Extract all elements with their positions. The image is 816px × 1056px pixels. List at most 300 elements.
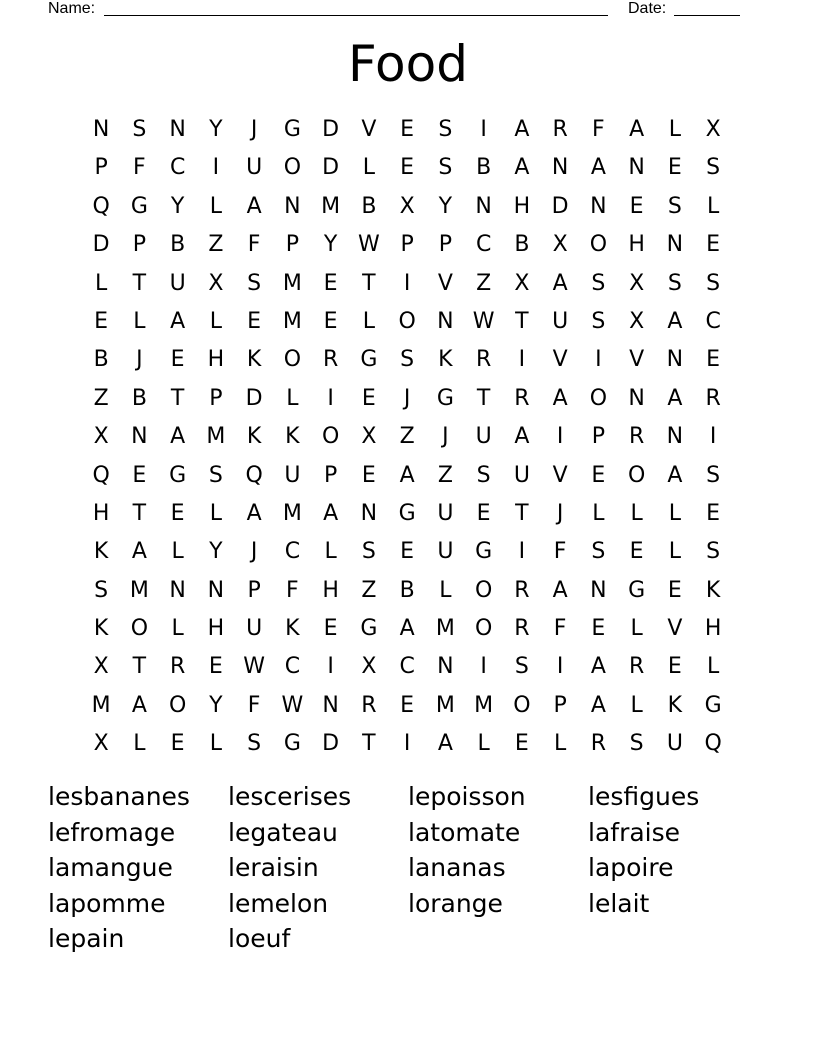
grid-letter: E <box>208 654 223 680</box>
grid-letter: A <box>590 155 606 181</box>
grid-letter: S <box>667 193 682 219</box>
grid-letter: Y <box>209 539 223 565</box>
grid-letter: R <box>322 347 339 373</box>
grid-letter: P <box>553 692 567 718</box>
grid-letter: T <box>515 500 529 526</box>
grid-letter: A <box>170 424 186 450</box>
grid-letter: S <box>438 117 453 142</box>
grid-letter: K <box>93 616 109 642</box>
grid-letter: O <box>283 155 302 181</box>
grid-letter: D <box>92 232 110 258</box>
grid-letter: E <box>323 616 338 642</box>
grid-letter: G <box>283 731 301 757</box>
grid-letter: E <box>323 270 338 296</box>
grid-letter: S <box>706 270 721 296</box>
grid-letter: L <box>324 539 337 565</box>
grid-letter: R <box>514 385 530 411</box>
grid-letter: U <box>169 270 186 296</box>
grid-letter: D <box>551 193 569 219</box>
grid-letter: N <box>628 155 645 181</box>
grid-letter: O <box>283 347 302 373</box>
grid-letter: L <box>209 193 222 219</box>
grid-letter: E <box>706 500 721 526</box>
grid-letter: K <box>93 539 109 565</box>
grid-letter: P <box>132 232 147 258</box>
grid-letter: S <box>667 270 682 296</box>
grid-letter: M <box>282 270 302 296</box>
grid-letter: I <box>556 654 564 680</box>
grid-letter: B <box>131 385 147 411</box>
grid-letter: P <box>323 462 338 488</box>
grid-letter: O <box>513 692 531 718</box>
grid-letter: Y <box>438 193 453 219</box>
word-list <box>48 779 768 957</box>
grid-letter: A <box>399 462 415 488</box>
grid-letter: A <box>552 270 568 296</box>
grid-letter: X <box>629 270 645 296</box>
grid-letter: N <box>437 308 454 334</box>
grid-letter: B <box>399 577 415 603</box>
grid-letter: Q <box>704 731 722 757</box>
grid-letter: M <box>282 500 302 526</box>
grid-letter: A <box>246 500 262 526</box>
grid-letter: Y <box>323 232 338 258</box>
grid-letter: E <box>400 539 415 565</box>
grid-letter: J <box>250 539 258 565</box>
grid-letter: I <box>518 539 526 565</box>
grid-letter: P <box>438 232 453 258</box>
grid-letter: K <box>285 616 300 642</box>
header <box>0 0 816 20</box>
grid-letter: O <box>474 616 493 642</box>
grid-letter: J <box>556 500 564 526</box>
grid-letter: R <box>514 577 530 603</box>
grid-letter: A <box>131 539 147 565</box>
grid-letter: X <box>208 270 224 296</box>
grid-letter: C <box>169 155 186 181</box>
grid-letter: J <box>250 117 258 142</box>
grid-letter: S <box>208 462 223 488</box>
grid-letter: I <box>556 424 564 450</box>
grid-letter: N <box>92 117 110 142</box>
grid-letter: U <box>666 731 683 757</box>
grid-letter: E <box>361 385 376 411</box>
grid-letter: H <box>92 500 110 526</box>
grid-letter: C <box>284 654 301 680</box>
grid-letter: Y <box>170 193 185 219</box>
grid-letter: K <box>667 692 683 718</box>
grid-letter: F <box>553 616 567 642</box>
grid-letter: E <box>170 500 185 526</box>
grid-letter: L <box>477 731 490 757</box>
grid-letter: A <box>667 385 683 411</box>
grid-letter: G <box>704 692 722 718</box>
word-list-item: lelait <box>588 888 650 918</box>
grid-letter: E <box>514 731 529 757</box>
grid-letter: W <box>243 654 265 680</box>
grid-letter: A <box>170 308 186 334</box>
grid-letter: T <box>476 385 491 411</box>
grid-letter: E <box>706 232 721 258</box>
grid-letter: A <box>667 308 683 334</box>
grid-letter: P <box>285 232 300 258</box>
grid-letter: A <box>552 577 568 603</box>
grid-letter: K <box>246 424 262 450</box>
grid-letter: G <box>436 385 454 411</box>
grid-letter: E <box>706 347 721 373</box>
grid-letter: V <box>552 462 568 488</box>
grid-letter: N <box>475 193 492 219</box>
grid-letter: E <box>132 462 147 488</box>
grid-letter: N <box>666 347 684 373</box>
grid-letter: G <box>628 577 646 603</box>
grid-letter: L <box>592 500 605 526</box>
grid-letter: L <box>706 654 720 680</box>
grid-letter: L <box>209 500 222 526</box>
grid-letter: L <box>133 308 146 334</box>
grid-letter: J <box>442 424 449 450</box>
grid-letter: E <box>591 462 606 488</box>
grid-letter: A <box>323 500 339 526</box>
grid-letter: E <box>94 308 109 334</box>
grid-letter: Z <box>93 385 109 411</box>
grid-letter: E <box>591 616 606 642</box>
grid-letter: H <box>207 616 225 642</box>
grid-letter: R <box>628 654 645 680</box>
grid-letter: E <box>667 654 682 680</box>
grid-letter: Q <box>92 193 110 219</box>
page-title: Food <box>348 35 468 93</box>
grid-letter: J <box>403 385 411 411</box>
grid-letter: Z <box>208 232 224 258</box>
grid-letter: Z <box>399 424 415 450</box>
grid-letter: K <box>246 347 262 373</box>
date-label: Date: <box>628 0 667 17</box>
grid-letter: S <box>247 270 262 296</box>
grid-letter: K <box>285 424 300 450</box>
grid-letter: S <box>591 308 606 334</box>
grid-letter: C <box>475 232 492 258</box>
grid-letter: X <box>399 193 415 219</box>
grid-letter: L <box>362 155 375 181</box>
grid-letter: L <box>439 577 452 603</box>
grid-letter: I <box>212 155 220 181</box>
grid-letter: G <box>169 462 187 488</box>
grid-letter: T <box>132 270 147 296</box>
grid-letter: L <box>630 692 643 718</box>
grid-letter: E <box>400 155 415 181</box>
grid-letter: N <box>628 385 645 411</box>
grid-letter: M <box>435 692 455 718</box>
grid-letter: X <box>705 117 721 142</box>
grid-letter: V <box>667 616 683 642</box>
grid-letter: T <box>132 654 147 680</box>
grid-letter: E <box>400 117 415 142</box>
grid-letter: A <box>629 117 645 142</box>
grid-letter: S <box>514 654 529 680</box>
grid-letter: E <box>247 308 262 334</box>
grid-letter: G <box>283 117 301 142</box>
grid-letter: W <box>472 308 495 334</box>
grid-letter: U <box>246 616 263 642</box>
grid-letter: A <box>437 731 453 757</box>
grid-letter: M <box>129 577 149 603</box>
word-list-item: lesbananes <box>48 782 190 811</box>
grid-letter: Z <box>476 270 492 296</box>
grid-letter: G <box>130 193 148 219</box>
grid-letter: L <box>630 616 643 642</box>
grid-letter: R <box>361 692 377 718</box>
word-list-item: latomate <box>408 817 521 847</box>
date-blank-line <box>674 15 740 16</box>
grid-letter: O <box>589 385 608 411</box>
grid-letter: X <box>552 232 568 258</box>
grid-letter: W <box>281 692 304 718</box>
grid-letter: B <box>170 232 186 258</box>
grid-letter: M <box>206 424 226 450</box>
grid-letter: X <box>629 308 645 334</box>
grid-letter: X <box>361 424 377 450</box>
grid-letter: C <box>705 308 721 334</box>
grid-letter: N <box>322 692 339 718</box>
grid-letter: F <box>247 692 261 718</box>
grid-letter: R <box>590 731 607 757</box>
grid-letter: S <box>400 347 415 373</box>
name-blank-line <box>104 15 608 16</box>
grid-letter: S <box>476 462 491 488</box>
word-list-item: lemelon <box>228 888 329 918</box>
grid-letter: S <box>591 270 606 296</box>
word-list-item: loeuf <box>228 924 291 954</box>
grid-letter: A <box>590 692 606 718</box>
grid-letter: I <box>480 654 487 680</box>
grid-letter: N <box>207 577 225 603</box>
grid-letter: U <box>437 539 454 565</box>
grid-letter: T <box>170 385 185 411</box>
grid-letter: P <box>591 424 606 450</box>
grid-letter: S <box>94 577 109 603</box>
grid-letter: R <box>514 616 530 642</box>
grid-letter: S <box>706 155 721 181</box>
grid-letter: F <box>133 155 146 181</box>
grid-letter: A <box>514 424 530 450</box>
word-list-item: legateau <box>228 817 338 847</box>
grid-letter: G <box>360 616 378 642</box>
word-list-item: lananas <box>408 853 506 883</box>
grid-letter: F <box>553 539 567 565</box>
grid-letter: H <box>513 193 531 219</box>
grid-letter: A <box>667 462 683 488</box>
grid-letter: U <box>513 462 530 488</box>
grid-letter: S <box>629 731 644 757</box>
grid-letter: N <box>131 424 148 450</box>
grid-letter: U <box>475 424 492 450</box>
grid-letter: B <box>93 347 109 373</box>
grid-letter: L <box>553 731 567 757</box>
grid-letter: X <box>93 654 109 680</box>
grid-letter: L <box>209 308 222 334</box>
grid-letter: N <box>360 500 378 526</box>
grid-letter: O <box>474 577 493 603</box>
grid-letter: E <box>400 692 415 718</box>
grid-letter: X <box>93 731 109 757</box>
grid-letter: U <box>246 155 263 181</box>
grid-letter: L <box>171 616 184 642</box>
grid-letter: A <box>552 385 568 411</box>
grid-letter: T <box>362 270 376 296</box>
grid-letter: N <box>666 232 684 258</box>
grid-letter: V <box>552 347 568 373</box>
grid-letter: K <box>438 347 453 373</box>
grid-letter: C <box>284 539 301 565</box>
grid-letter: T <box>132 500 147 526</box>
grid-letter: Q <box>245 462 263 488</box>
grid-letter: E <box>629 193 644 219</box>
grid-letter: S <box>132 117 147 142</box>
grid-letter: A <box>514 155 530 181</box>
grid-letter: P <box>209 385 223 411</box>
grid-letter: U <box>284 462 301 488</box>
grid-letter: E <box>667 155 682 181</box>
grid-letter: L <box>133 731 146 757</box>
grid-letter: O <box>130 616 149 642</box>
grid-letter: I <box>327 385 334 411</box>
word-list-item: lafraise <box>588 817 681 847</box>
grid-letter: Y <box>209 117 223 142</box>
grid-letter: L <box>706 193 720 219</box>
grid-letter: L <box>630 500 643 526</box>
word-list-item: lepain <box>48 924 125 954</box>
grid-letter: R <box>628 424 645 450</box>
word-list-item: lamangue <box>48 853 173 883</box>
grid-letter: R <box>552 117 568 142</box>
grid-letter: L <box>362 308 375 334</box>
grid-letter: I <box>518 347 526 373</box>
word-list-item: lepoisson <box>408 782 526 811</box>
grid-letter: I <box>403 270 411 296</box>
grid-letter: N <box>666 424 684 450</box>
grid-letter: N <box>169 117 186 142</box>
grid-letter: S <box>361 539 376 565</box>
grid-letter: L <box>286 385 299 411</box>
grid-letter: S <box>591 539 606 565</box>
grid-letter: Z <box>437 462 453 488</box>
grid-letter: F <box>247 232 261 258</box>
grid-letter: O <box>589 232 608 258</box>
grid-letter: A <box>131 692 147 718</box>
word-list-item: lapoire <box>588 853 674 883</box>
grid-letter: O <box>321 424 340 450</box>
grid-letter: L <box>668 539 681 565</box>
grid-letter: U <box>437 500 454 526</box>
grid-letter: X <box>361 654 377 680</box>
grid-letter: S <box>706 462 721 488</box>
grid-letter: R <box>169 654 186 680</box>
grid-letter: M <box>321 193 341 219</box>
grid-letter: R <box>705 385 721 411</box>
grid-letter: E <box>667 577 682 603</box>
grid-letter: L <box>668 117 681 142</box>
grid-letter: A <box>514 117 530 142</box>
grid-letter: E <box>629 539 644 565</box>
grid-letter: I <box>480 117 487 142</box>
grid-letter: S <box>706 539 721 565</box>
grid-letter: L <box>668 500 681 526</box>
word-list-item: leraisin <box>228 853 319 883</box>
grid-letter: P <box>94 155 108 181</box>
grid-letter: V <box>361 117 377 142</box>
grid-letter: D <box>322 155 340 181</box>
name-label: Name: <box>48 0 96 17</box>
grid-letter: P <box>400 232 414 258</box>
grid-letter: H <box>322 577 339 603</box>
grid-letter: X <box>93 424 109 450</box>
grid-letter: P <box>247 577 261 603</box>
grid-letter: K <box>705 577 721 603</box>
grid-letter: A <box>246 193 262 219</box>
grid-letter: C <box>399 654 415 680</box>
grid-letter: D <box>322 117 340 142</box>
grid-letter: E <box>476 500 491 526</box>
grid-letter: M <box>282 308 302 334</box>
grid-letter: E <box>361 462 376 488</box>
grid-letter: D <box>245 385 263 411</box>
grid-letter: O <box>168 692 187 718</box>
grid-letter: N <box>590 193 607 219</box>
letter-grid <box>82 111 732 764</box>
grid-letter: G <box>360 347 378 373</box>
grid-letter: T <box>515 308 529 334</box>
grid-letter: H <box>628 232 645 258</box>
grid-letter: O <box>398 308 416 334</box>
grid-letter: V <box>437 270 453 296</box>
grid-letter: G <box>398 500 416 526</box>
grid-letter: Z <box>361 577 377 603</box>
grid-letter: H <box>704 616 722 642</box>
grid-letter: E <box>323 308 338 334</box>
word-list-item: lapomme <box>48 888 166 918</box>
word-list-item: lesfigues <box>588 782 700 811</box>
grid-letter: E <box>170 347 185 373</box>
grid-letter: M <box>435 616 455 642</box>
grid-letter: E <box>170 731 185 757</box>
grid-letter: N <box>284 193 301 219</box>
grid-letter: J <box>136 347 143 373</box>
grid-letter: Y <box>209 692 223 718</box>
word-list-item: lorange <box>408 888 503 918</box>
grid-letter: G <box>475 539 493 565</box>
grid-letter: D <box>322 731 340 757</box>
grid-letter: H <box>207 347 225 373</box>
grid-letter: I <box>709 424 717 450</box>
grid-letter: I <box>595 347 602 373</box>
grid-letter: N <box>551 155 569 181</box>
grid-letter: L <box>171 539 184 565</box>
word-list-item: lefromage <box>48 817 176 847</box>
grid-letter: W <box>357 232 380 258</box>
grid-letter: B <box>476 155 492 181</box>
grid-letter: F <box>592 117 605 142</box>
grid-letter: M <box>91 692 111 718</box>
grid-letter: X <box>514 270 530 296</box>
grid-letter: O <box>627 462 646 488</box>
word-list-item: lescerises <box>228 782 352 811</box>
grid-letter: V <box>629 347 645 373</box>
grid-letter: M <box>474 692 494 718</box>
grid-letter: R <box>475 347 492 373</box>
grid-letter: F <box>286 577 299 603</box>
grid-letter: T <box>362 731 376 757</box>
